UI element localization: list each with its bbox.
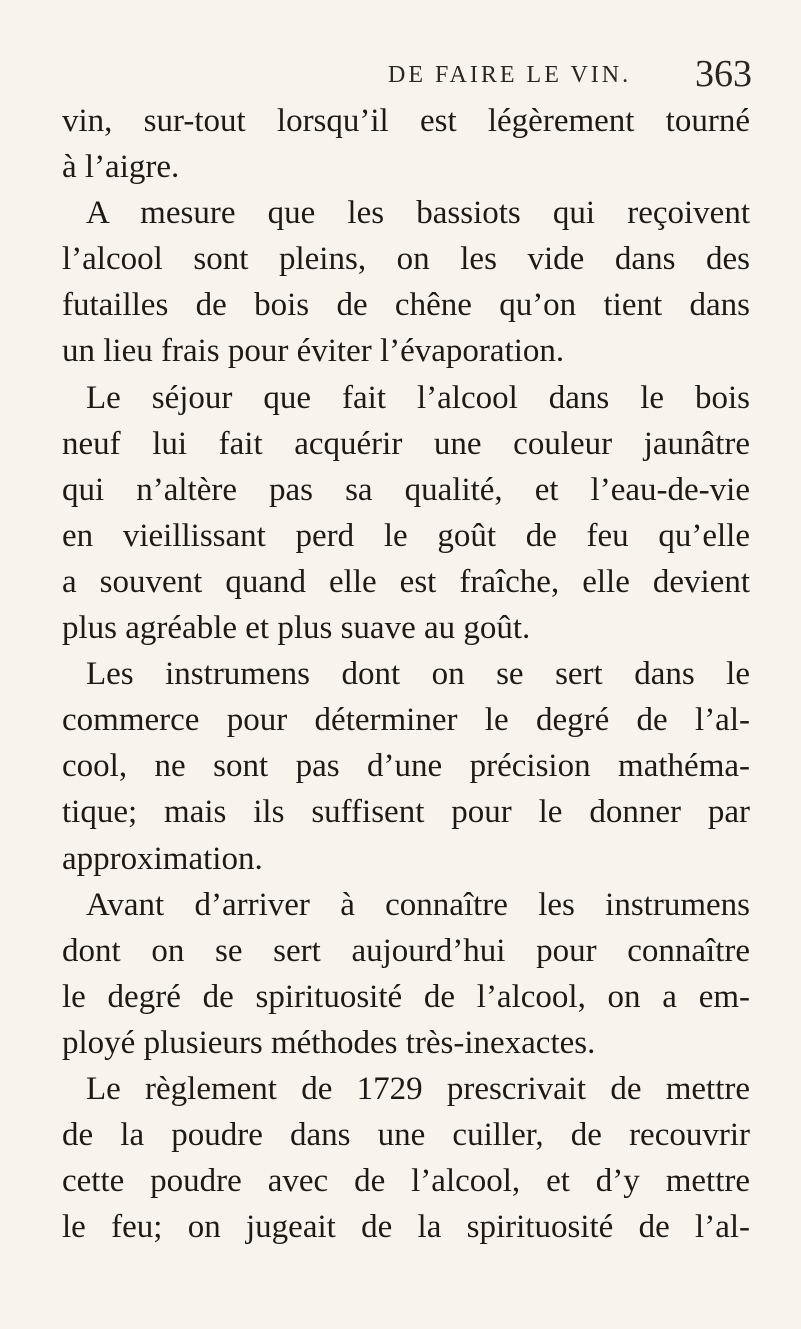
text-line: Avant d’arriver à connaître les instrumens	[86, 886, 750, 923]
text-line: cette poudre avec de l’alcool, et d’y mettre	[62, 1163, 750, 1200]
text-line: ployé plusieurs méthodes très-inexactes.	[62, 1024, 596, 1061]
text-line: le degré de spirituosité de l’alcool, on a em-	[62, 978, 750, 1015]
body-text	[62, 98, 750, 1250]
text-line: l’alcool sont pleins, on les vide dans des	[62, 241, 750, 278]
text-line: Les instrumens dont on se sert dans le	[86, 656, 750, 693]
text-line: de la poudre dans une cuiller, de recouvrir	[62, 1117, 750, 1154]
text-line: un lieu frais pour éviter l’évaporation.	[62, 333, 565, 370]
text-line: a souvent quand elle est fraîche, elle devient	[62, 563, 750, 600]
running-title: DE FAIRE LE VIN.	[388, 62, 632, 88]
text-line: Le séjour que fait l’alcool dans le bois	[86, 379, 750, 416]
text-line: futailles de bois de chêne qu’on tient dans	[62, 287, 750, 324]
text-line: le feu; on jugeait de la spirituosité de l’al-	[62, 1209, 750, 1246]
page-number: 363	[695, 53, 752, 95]
text-line: vin, sur-tout lorsqu’il est légèrement tourné	[62, 103, 750, 139]
text-line: tique; mais ils suffisent pour le donner par	[62, 794, 750, 831]
text-line: en vieillissant perd le goût de feu qu’elle	[62, 517, 750, 554]
text-line: plus agréable et plus suave au goût.	[62, 610, 531, 647]
text-line: qui n’altère pas sa qualité, et l’eau-de-vie	[62, 471, 750, 508]
text-line: approximation.	[62, 840, 263, 877]
text-line: neuf lui fait acquérir une couleur jaunâtre	[62, 425, 750, 462]
text-line: dont on se sert aujourd’hui pour connaître	[62, 932, 750, 969]
text-line: à l’aigre.	[62, 149, 180, 186]
text-line: A mesure que les bassiots qui reçoivent	[86, 195, 750, 232]
text-line: cool, ne sont pas d’une précision mathéma-	[62, 748, 750, 785]
text-line: commerce pour déterminer le degré de l’al-	[62, 702, 750, 739]
text-line: Le règlement de 1729 prescrivait de mettre	[86, 1070, 750, 1107]
page-header	[62, 53, 752, 98]
